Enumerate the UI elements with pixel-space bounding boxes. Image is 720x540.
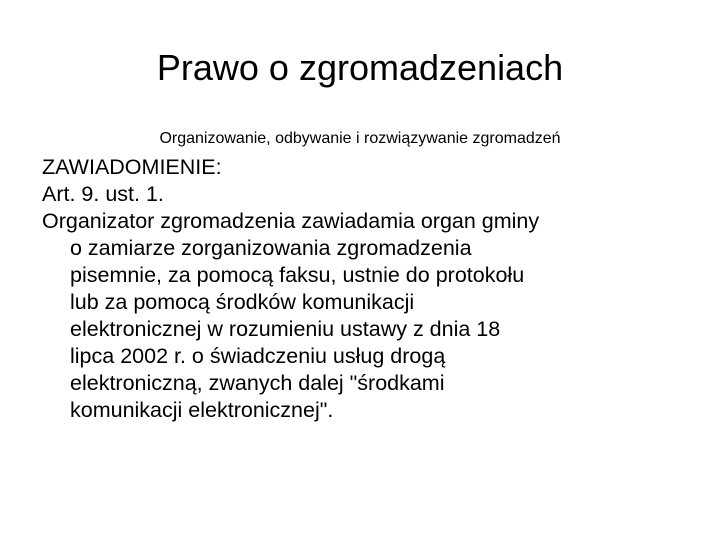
slide-body bbox=[42, 154, 714, 424]
paragraph-line: elektronicznej w rozumieniu ustawy z dnia 18 bbox=[70, 317, 501, 341]
paragraph-line: elektroniczną, zwanych dalej "środkami bbox=[70, 371, 445, 395]
paragraph-line: komunikacji elektronicznej". bbox=[70, 398, 334, 422]
article-reference: Art. 9. ust. 1. bbox=[42, 182, 164, 206]
paragraph-line: o zamiarze zorganizowania zgromadzenia bbox=[70, 236, 472, 260]
paragraph-line: lub za pomocą środków komunikacji bbox=[70, 290, 415, 314]
paragraph-line: lipca 2002 r. o świadczeniu usług drogą bbox=[70, 344, 446, 368]
paragraph-line: pisemnie, za pomocą faksu, ustnie do protokołu bbox=[70, 263, 525, 287]
paragraph-line: Organizator zgromadzenia zawiadamia organ gminy bbox=[42, 209, 540, 233]
section-heading: ZAWIADOMIENIE: bbox=[42, 155, 222, 179]
slide-title: Prawo o zgromadzeniach bbox=[156, 47, 564, 88]
slide-subtitle: Organizowanie, odbywanie i rozwiązywanie zgromadzeń bbox=[159, 130, 561, 147]
